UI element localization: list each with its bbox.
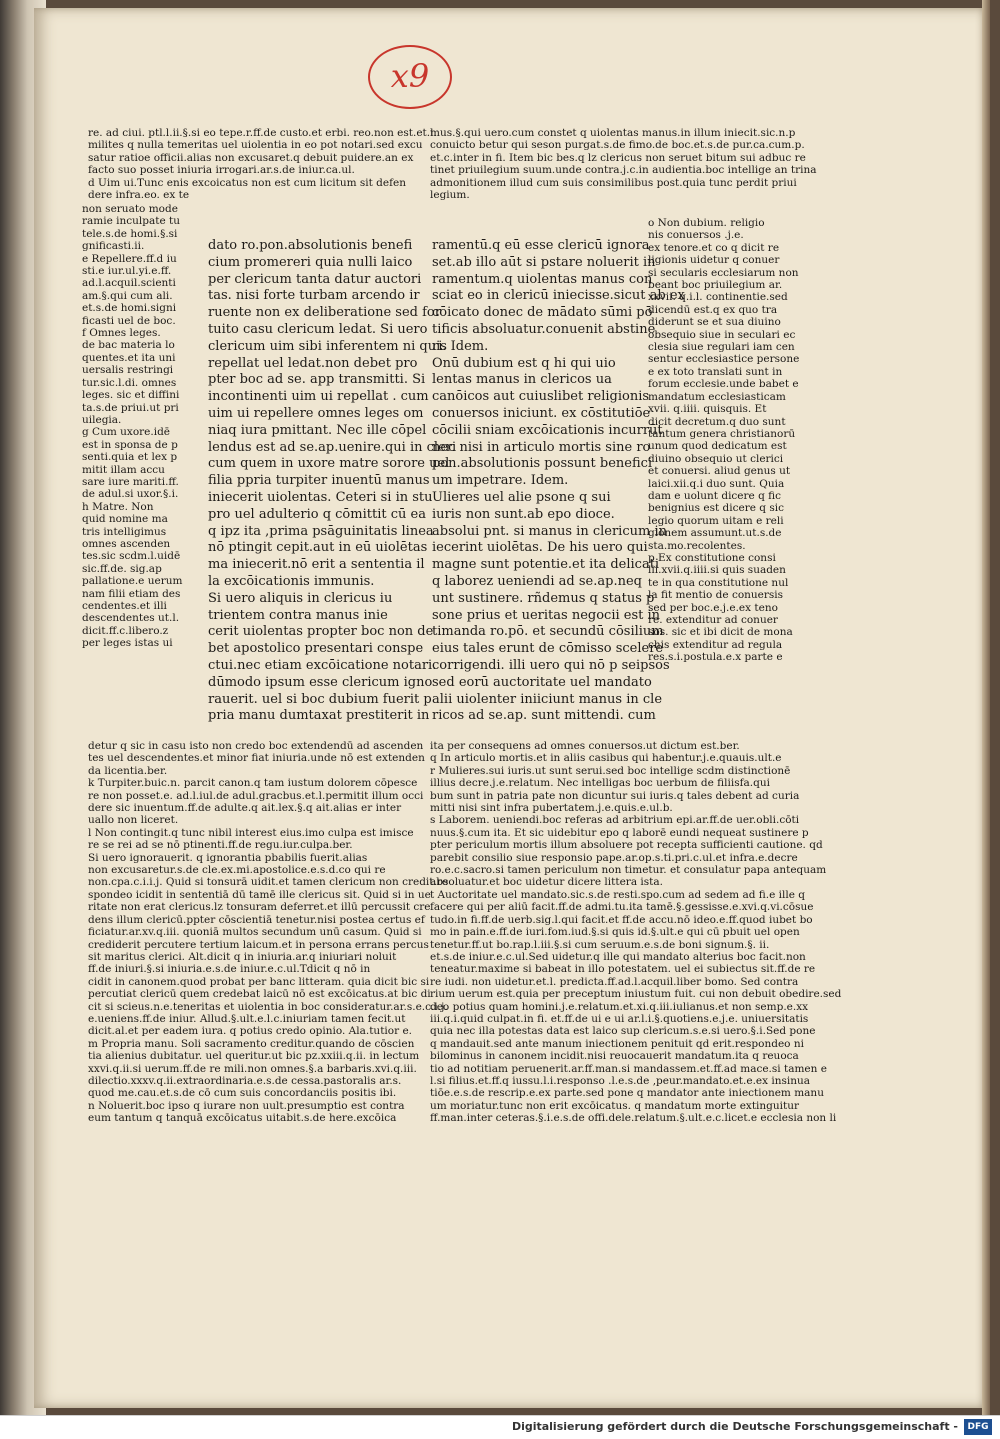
text-line: cit si scieus.n.e.teneritas et uiolentia in boc consideratur.ar.s.e.c.i.j. — [88, 1000, 448, 1013]
text-line: ff.man.inter ceteras.§.i.e.s.de offi.dele.relatum.§.ult.e.c.licet.e ecclesia non li — [430, 1112, 837, 1125]
text-line: l Non contingit.q tunc nibil interest eius.imo culpa est imisce — [88, 826, 414, 839]
text-line: admonitionem illud cum suis consimilibus post.quia tunc perdit priui — [430, 176, 797, 189]
text-line: quentes.et ita uni — [82, 351, 176, 364]
text-line: pon.absolutionis possunt benefici — [432, 456, 653, 472]
text-line: tudo.in fi.ff.de uerb.sig.l.qui facit.et ff.de accu.nō ideo.e.ff.quod iubet bo — [430, 913, 813, 926]
text-line: spondeo icidit in sententiā dū tamē ille clericus sit. Quid si in ue — [88, 888, 431, 901]
text-line: re iudi. non uidetur.et.l. predicta.ff.ad.l.acquil.liber bomo. Sed contra — [430, 975, 799, 988]
text-line: g Cum uxore.idē — [82, 426, 171, 439]
text-line: tificis absoluatur.conuenit abstine — [432, 321, 656, 337]
text-line: k Turpiter.buic.n. parcit canon.q tam iustum dolorem cōpesce — [88, 777, 418, 790]
text-line: res.s.i.postula.e.x parte e — [648, 651, 783, 664]
text-line: chis extenditur ad regula — [648, 638, 783, 651]
text-line: nis conuersos .j.e. — [648, 229, 744, 242]
text-line: et.s.de homi.signi — [82, 302, 177, 315]
text-line: mo in pain.e.ff.de iuri.fom.iud.§.si quis id.§.ult.e qui cū pbuit uel open — [430, 926, 800, 939]
text-line: sed eorū auctoritate uel mandato — [432, 674, 652, 690]
text-line: tes.sic scdm.l.uidē — [82, 550, 181, 563]
text-line: de bac materia lo — [82, 339, 175, 352]
text-line: canōicos aut cuiuslibet religionis — [432, 389, 650, 405]
text-line: pro uel adulterio q cōmittit cū ea — [208, 506, 426, 522]
text-line: absolui pnt. si manus in clericum in — [432, 523, 667, 539]
text-line: tantum genera christianorū — [648, 427, 796, 440]
text-line: t Auctoritate uel mandato.sic.s.de resti.spo.cum ad sedem ad fi.e ille q — [430, 888, 806, 901]
text-line: te in qua constitutione nul — [648, 576, 789, 589]
text-line: omnes ascenden — [82, 537, 171, 550]
text-line: ficasti uel de boc. — [82, 314, 176, 327]
text-line: dens illum clericū.ppter cōscientiā tenetur.nisi postea certus ef — [88, 913, 425, 926]
text-line: ligionis uidetur q conuer — [648, 254, 780, 267]
text-line: absoluatur.et boc uidetur dicere littera ista. — [430, 876, 663, 889]
text-line: benignius est dicere q sic — [648, 502, 784, 515]
text-line: illius decre.j.e.relatum. Nec intelligas boc uerbum de filiisfa.qui — [430, 777, 770, 790]
folio-number: x9 — [368, 45, 452, 109]
page-edge — [982, 0, 990, 1415]
text-line: dicit decretum.q duo sunt — [648, 415, 786, 428]
text-line: um impetrare. Idem. — [432, 473, 569, 489]
text-line: dūmodo ipsum esse clericum igno — [208, 674, 433, 690]
text-line: quid nomine ma — [82, 513, 168, 526]
text-line: re non posset.e. ad.l.iul.de adul.gracbus.et.l.permitit illum occi — [88, 789, 424, 802]
text-line: ex tenore.et co q dicit re — [648, 241, 780, 254]
text-line: xxvi.q.ii.si uerum.ff.de re mili.non omnes.§.a barbaris.xvi.q.iii. — [88, 1062, 417, 1075]
text-line: tenetur.ff.ut bo.rap.l.iii.§.si cum seruum.e.s.de boni signum.§. ii. — [430, 938, 770, 951]
text-line: ritate non erat clericus.lz tonsuram deferret.et illū percussit cre — [88, 901, 431, 914]
text-line: detur q sic in casu isto non credo boc extendendū ad ascenden — [88, 740, 424, 752]
text-line: eius tales erunt de cōmisso scelere — [432, 641, 664, 657]
text-line: de adul.si uxor.§.i. — [82, 488, 179, 501]
text-line: tia alienius dubitatur. uel queritur.ut bic pz.xxiii.q.ii. in lectum — [88, 1050, 420, 1063]
text-line: ramie inculpate tu — [82, 215, 181, 228]
text-line: descendentes ut.l. — [82, 612, 180, 625]
text-line: cendentes.et illi — [82, 600, 167, 612]
text-line: percutiat clericū quem credebat laicū nō est excōicatus.at bic di — [88, 988, 431, 1001]
text-line: cium promereri quia nulli laico — [208, 254, 413, 270]
text-line: obsequio siue in seculari ec — [648, 328, 796, 341]
text-line: conuersos iniciunt. ex cōstitutiōe — [432, 405, 651, 421]
text-line: q mandauit.sed ante manum iniectionem penituit qd erit.respondeo ni — [430, 1037, 804, 1050]
text-line: iii.q.i.quid culpat.in fi. et.ff.de ui e ui ar.l.i.§.quotiens.e.j.e. uniuersitatis — [430, 1012, 809, 1025]
margin-gloss-right — [648, 217, 800, 737]
funding-notice: Digitalisierung gefördert durch die Deutsche Forschungsgemeinschaft - — [511, 1420, 958, 1433]
text-line: trientem contra manus inie — [208, 607, 388, 623]
text-line: dicit.ff.c.libero.z — [82, 624, 169, 637]
text-line: et.s.de iniur.e.c.ul.Sed uidetur.q ille qui mandato alterius boc facit.non — [430, 950, 806, 963]
text-line: ff.de iniuri.§.si iniuria.e.s.de iniur.e.c.ul.Tdicit q nō in — [88, 963, 371, 976]
text-line: pter boc ad se. app transmitti. Si — [208, 372, 426, 388]
text-line: bilominus in canonem incidit.nisi reuocauerit mandatum.ita q reuoca — [430, 1050, 799, 1063]
text-line: am.§.qui cum ali. — [82, 289, 173, 302]
text-line: sed per boc.e.j.e.ex teno — [648, 601, 778, 614]
text-line: legio quorum uitam e reli — [648, 514, 784, 527]
text-line: Si uero ignorauerit. q ignorantia pbabilis fuerit.alias — [88, 851, 368, 864]
text-line: pria manu dumtaxat prestiterit in — [208, 708, 430, 724]
text-line: iniecerit uiolentas. Ceteri si in stu — [208, 489, 433, 505]
text-line: tes uel descendentes.et minor fiat iniuria.unde nō est extenden — [88, 752, 425, 765]
text-line: uallo non liceret. — [88, 814, 179, 827]
text-line: dato ro.pon.absolutionis benefi — [208, 238, 413, 253]
text-line: ficiatur.ar.xv.q.iii. quoniā multos secundum unū casum. Quid si — [88, 926, 422, 939]
main-text-right-column — [432, 238, 685, 724]
text-line: teneatur.maxime si babeat in illo potestatem. uel ei subiectus sit.ff.de re — [430, 963, 816, 976]
dfg-logo: DFG — [964, 1419, 992, 1435]
text-line: tiōe.e.s.de rescrip.e.ex parte.sed pone q mandator ante iniectionem manu — [430, 1087, 824, 1100]
text-line: cōcilii sniam excōicationis incurrūt — [432, 422, 663, 438]
text-line: alii uiolenter iniiciunt manus in cle — [432, 691, 663, 707]
text-line: tris intelligimus — [82, 525, 167, 538]
text-line: bum sunt in patria pate non dicuntur sui iuris.q tales debent ad curia — [430, 789, 800, 802]
text-line: est in sponsa de p — [82, 438, 178, 451]
text-line: sare iure mariti.ff. — [82, 475, 179, 488]
text-line: diuino obsequio ut clerici — [648, 452, 784, 465]
text-line: leges. sic et diffini — [82, 389, 180, 402]
text-line: sti.e iur.ul.yi.e.ff. — [82, 265, 172, 278]
text-line: tio ad notitiam peruenerit.ar.ff.man.si mandassem.et.ff.ad mace.si tamen e — [430, 1062, 827, 1075]
text-line: legium. — [430, 189, 470, 202]
text-line: ctui.nec etiam excōicatione notari. — [208, 657, 437, 673]
text-line: cōicato donec de mādato sūmi pō — [432, 305, 653, 321]
text-line: r Mulieres.sui iuris.ut sunt serui.sed boc intellige scdm distinctionē — [430, 764, 791, 777]
text-line: m Propria manu. Soli sacramento creditur.quando de cōscien — [88, 1037, 415, 1050]
text-line: e ex toto translati sunt in — [648, 365, 783, 378]
digitization-footer — [0, 1415, 1000, 1439]
text-line: uilegia. — [82, 413, 122, 426]
text-line: dicit.al.et per eadem iura. q potius credo opinio. Ala.tutior e. — [88, 1025, 412, 1038]
text-line: repellat uel ledat.non debet pro — [208, 355, 418, 371]
text-line: da licentia.ber. — [88, 764, 168, 777]
text-line: et conuersi. aliud genus ut — [648, 465, 791, 478]
text-line: Onū dubium est q hi qui uio — [432, 355, 616, 371]
text-line: e Repellere.ff.d iu — [82, 252, 177, 265]
text-line: la fit mentio de conuersis — [648, 589, 784, 602]
text-line: ri. Idem. — [432, 338, 489, 354]
gloss-bottom-left — [88, 740, 449, 1190]
text-line: sone prius et ueritas negocii est in — [432, 607, 661, 623]
text-line: xvii. q.iiii. quisquis. Et — [648, 403, 767, 416]
text-line: nec nisi in articulo mortis sine ro — [432, 439, 651, 455]
text-line: milites q nulla temeritas uel uiolentia in eo pot notari.sed excu — [88, 139, 423, 152]
text-line: ro.e.c.sacro.si tamen periculum non timetur. et consulatur papa antequam — [430, 864, 827, 877]
text-line: lii.xvii.q.iiii.si quis suaden — [648, 564, 786, 577]
text-line: rauerit. uel si boc dubium fuerit p — [208, 691, 432, 707]
text-line: Si uero aliquis in clericus iu — [208, 590, 393, 606]
text-line: f Omnes leges. — [82, 327, 161, 340]
text-line: dilectio.xxxv.q.ii.extraordinaria.e.s.de cessa.pastoralis ar.s. — [88, 1074, 402, 1087]
text-line: set.ab illo aūt si pstare noluerit in — [432, 254, 656, 270]
gloss-bottom-right — [430, 740, 842, 1190]
text-line: per clericum tanta datur auctori — [208, 271, 422, 287]
text-line: d Uim ui.Tunc enis excoicatus non est cum licitum sit defen — [88, 176, 406, 189]
text-line: h Matre. Non — [82, 500, 154, 513]
text-line: ricos ad se.ap. sunt mittendi. cum — [432, 708, 656, 724]
text-line: crediderit percutere tertium laicum.et in persona errans percus — [88, 938, 429, 951]
text-line: unum quod dedicatum est — [648, 440, 787, 453]
text-line: o Non dubium. religio — [648, 217, 765, 229]
text-line: facto suo posset iniuria irrogari.ar.s.de iniur.ca.ul. — [88, 164, 355, 177]
text-line: pter periculum mortis illum absoluere pot recepta sufficienti cautione. qd — [430, 839, 823, 852]
text-line: parebit consilio siue responsio pape.ar.op.s.ti.pri.c.ul.et infra.e.decre — [430, 851, 798, 864]
text-line: uim ui repellere omnes leges om — [208, 405, 424, 421]
text-line: sic.ff.de. sig.ap — [82, 562, 162, 575]
text-line: sos. sic et ibi dicit de mona — [648, 626, 793, 639]
text-line: s Laborem. ueniendi.boc referas ad arbitrium epi.ar.ff.de uer.obli.cōti — [430, 814, 800, 827]
text-line: ad.l.acquil.scienti — [82, 277, 176, 290]
text-line: mitit illam accu — [82, 463, 165, 476]
text-line: corrigendi. illi uero qui nō p seipsos — [432, 657, 670, 673]
text-line: unt sustinere. rñdemus q status p — [432, 590, 655, 606]
text-line: cidit in canonem.quod probat per banc litteram. quia dicit bic si — [88, 975, 430, 988]
text-line: facere qui per aliū facit.ff.de admi.tu.ita tamē.§.gessisse.e.xvi.q.vi.cōsue — [430, 901, 814, 914]
text-line: dere sic inuentum.ff.de adulte.q ait.lex.§.q ait.alias er inter — [88, 802, 402, 815]
text-line: non seruato mode — [82, 203, 178, 215]
margin-gloss-left — [82, 203, 196, 743]
text-line: tinet priuilegium suum.unde contra.j.c.in audientia.boc intellige an trina — [430, 164, 817, 177]
text-line: sit maritus clerici. Alt.dicit q in iniuria.ar.q iniuriari noluit — [88, 950, 397, 963]
text-line: bet apostolico presentari conspe — [208, 641, 424, 657]
text-line: dere infra.eo. ex te — [88, 189, 190, 202]
text-line: rium uerum est.quia per preceptum iniustum fuit. cui non debuit obedire.sed — [430, 988, 842, 1001]
text-line: cerit uiolentas propter boc non de — [208, 624, 434, 640]
text-line: n Noluerit.boc ipso q iurare non uult.presumptio est contra — [88, 1099, 405, 1112]
text-line: beant boc priuilegium ar. — [648, 279, 783, 292]
text-line: per leges istas ui — [82, 637, 173, 650]
text-line: filia ppria turpiter inuentū manus — [208, 473, 430, 489]
text-line: xxvii. q.i.l. continentie.sed — [648, 291, 788, 304]
text-line: ramentum.q uiolentas manus con — [432, 271, 653, 287]
text-line: re se rei ad se nō ptinenti.ff.de regu.iur.culpa.ber. — [88, 839, 353, 852]
text-line: q ipz ita ,prima psāguinitatis linea — [208, 523, 434, 539]
text-line: dicendū est.q ex quo tra — [648, 303, 778, 316]
text-line: uersalis restringi — [82, 364, 174, 377]
text-line: sciat eo in clericū iniecisse.sicut ab ex — [432, 288, 685, 304]
text-line: iuris non sunt.ab epo dioce. — [432, 506, 615, 522]
text-line: niaq iura pmittant. Nec ille cōpel — [208, 422, 427, 438]
text-line: ita per consequens ad omnes conuersos.ut dictum est.ber. — [430, 740, 740, 752]
text-line: iecerint uiolētas. De his uero qui — [432, 540, 648, 556]
text-line: incontinenti uim ui repellat . cum — [208, 389, 429, 405]
text-line: mus.§.qui uero.cum constet q uiolentas manus.in illum iniecit.sic.n.p — [430, 127, 796, 139]
text-line: ma iniecerit.nō erit a sententia il — [208, 557, 425, 573]
gloss-top-right — [430, 127, 817, 223]
text-line: timanda ro.pō. et secundū cōsilium — [432, 624, 664, 640]
text-line: re. extenditur ad conuer — [648, 614, 778, 626]
text-line: cum quem in uxore matre sorore uel — [208, 456, 450, 472]
text-line: senti.quia et lex p — [82, 451, 178, 464]
text-line: mitti nisi sint infra pubertatem.j.e.quis.e.ul.b. — [430, 802, 673, 815]
text-line: tur.sic.l.di. omnes — [82, 376, 177, 389]
text-line: non excusaretur.s.de cle.ex.mi.apostolice.e.s.d.co qui re — [88, 864, 386, 877]
text-line: mandatum ecclesiasticam — [648, 390, 786, 403]
text-line: tuito casu clericum ledat. Si uero — [208, 321, 428, 337]
text-line: re. ad ciui. ptl.l.ii.§.si eo tepe.r.ff.de custo.et erbi. reo.non est.et.l. — [88, 127, 437, 139]
text-line: conuicto betur qui seson purgat.s.de fimo.de boc.et.s.de pur.ca.cum.p. — [430, 139, 805, 152]
text-line: gnificasti.ii. — [82, 240, 145, 253]
text-line: nuus.§.cum ita. Et sic uidebitur epo q laborē eundi nequeat sustinere p — [430, 826, 809, 839]
text-line: dam e uolunt dicere q fic — [648, 489, 782, 502]
text-line: diderunt se et sua diuino — [648, 316, 781, 329]
text-line: magne sunt potentie.et ita delicati — [432, 557, 660, 573]
text-line: ramentū.q eū esse clericū ignora — [432, 238, 650, 253]
text-line: nō ptingit cepit.aut in eū uiolētas — [208, 540, 428, 556]
text-line: sentur ecclesiastice persone — [648, 353, 800, 366]
text-line: la excōicationis immunis. — [208, 573, 375, 589]
text-line: tas. nisi forte turbam arcendo ir — [208, 288, 420, 304]
text-line: tele.s.de homi.§.si — [82, 227, 178, 240]
text-line: p Ex constitutione consi — [648, 551, 776, 564]
text-line: l.si filius.et.ff.q iussu.l.i.responso .l.e.s.de ,peur.mandato.et.e.ex insinua — [430, 1074, 811, 1087]
text-line: eum tantum q tanquā excōicatus uitabit.s.de here.excōica — [88, 1112, 397, 1125]
text-line: si secularis ecclesiarum non — [648, 266, 799, 279]
text-line: nam filii etiam des — [82, 587, 181, 600]
text-line: clesia siue regulari iam cen — [648, 341, 795, 354]
text-line: q laborez ueniendi ad se.ap.neq — [432, 573, 642, 589]
text-line: satur ratioe officii.alias non excusaret.q debuit puidere.an ex — [88, 151, 414, 164]
text-line: lentas manus in clericos ua — [432, 372, 612, 388]
text-line: e.ueniens.ff.de iniur. Allud.§.ult.e.l.c.iniuriam tamen fecit.ut — [88, 1012, 406, 1025]
text-line: um moriatur.tunc non erit excōicatus. q mandatum morte extinguitur — [430, 1099, 800, 1112]
text-line: ruente non ex deliberatione sed for — [208, 305, 441, 321]
text-line: et.c.inter in fi. Item bic bes.q lz clericus non seruet bitum sui adbuc re — [430, 151, 806, 164]
text-line: Ulieres uel alie psone q sui — [432, 489, 611, 505]
text-line: pallatione.e uerum — [82, 575, 183, 588]
text-line: q In articulo mortis.et in aliis casibus qui habentur.j.e.quauis.ult.e — [430, 752, 782, 765]
text-line: non.cpa.c.i.i.j. Quid si tonsurā uidit.et tamen clericum non credit.re — [88, 876, 449, 889]
main-text-left-column — [208, 238, 457, 724]
text-line: deo potius quam homini.j.e.relatum.et.xi.q.iii.iulianus.et non semp.e.xx — [430, 1000, 809, 1013]
text-line: quod me.cau.et.s.de cō cum suis concordanciis positis ibi. — [88, 1087, 397, 1100]
text-line: sta.mo.recolentes. — [648, 539, 746, 552]
text-line: ta.s.de priui.ut pri — [82, 401, 179, 414]
text-line: quia nec illa potestas data est laico sup clericum.s.e.si uero.§.i.Sed pone — [430, 1025, 816, 1038]
text-line: forum ecclesie.unde babet e — [648, 378, 799, 391]
text-line: laici.xii.q.i duo sunt. Quia — [648, 477, 785, 490]
text-line: lendus est ad se.ap.uenire.qui in cleri — [208, 439, 457, 455]
text-line: clericum uim sibi inferentem ni quis — [208, 338, 447, 354]
text-line: gionem assumunt.ut.s.de — [648, 527, 782, 540]
